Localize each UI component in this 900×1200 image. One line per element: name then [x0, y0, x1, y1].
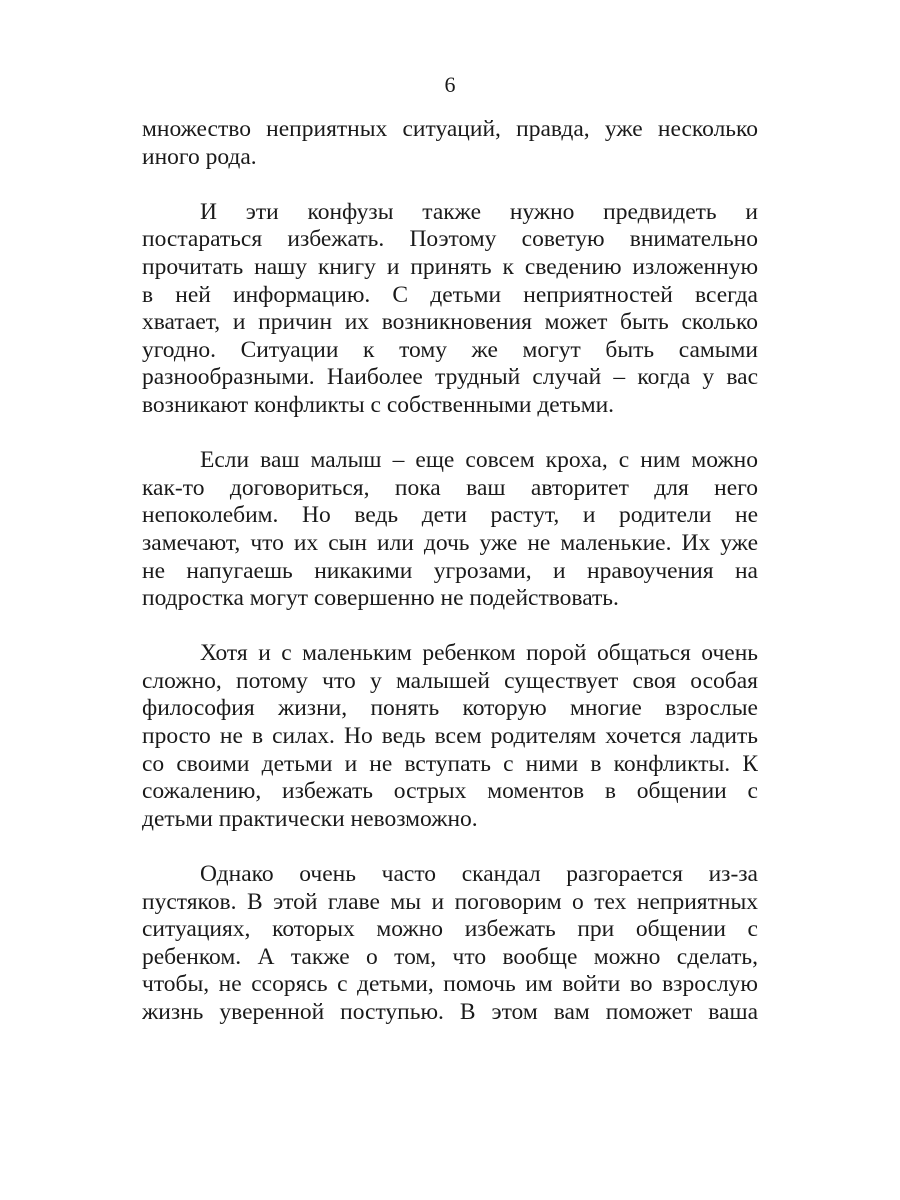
text-line: жизнь уверенной поступью. В этом вам поможет ваша	[142, 999, 758, 1025]
text-line: непоколебим. Но ведь дети растут, и родители не	[142, 502, 758, 529]
text-line: Если ваш малыш – еще совсем кроха, с ним можно	[200, 447, 758, 474]
text-line: в ней информацию. С детьми неприятностей всегда	[142, 281, 758, 308]
text-line: детьми практически невозможно.	[142, 805, 478, 832]
text-line: иного рода.	[142, 143, 257, 170]
text-line: множество неприятных ситуаций, правда, уже несколько	[142, 116, 758, 142]
text-line: сожалению, избежать острых моментов в общении с	[142, 778, 758, 805]
page-number: 6	[444, 72, 456, 97]
text-line: замечают, что их сын или дочь уже не маленькие. Их уже	[142, 529, 758, 556]
text-line: ребенком. А также о том, что вообще можно сделать,	[142, 943, 758, 970]
text-line: сложно, потому что у малышей существует своя особая	[142, 667, 758, 694]
text-line: угодно. Ситуации к тому же могут быть самыми	[142, 336, 758, 363]
text-line: постараться избежать. Поэтому советую внимательно	[142, 226, 758, 253]
text-line: прочитать нашу книгу и принять к сведению изложенную	[142, 253, 758, 280]
paragraph	[142, 861, 758, 1027]
text-line: ситуациях, которых можно избежать при общении с	[142, 916, 758, 943]
paragraph-gap	[142, 613, 758, 641]
text-line: хватает, и причин их возникновения может быть сколько	[142, 309, 758, 336]
paragraph-gap	[142, 420, 758, 448]
paragraph-gap	[142, 171, 758, 199]
text-line: пустяков. В этой главе мы и поговорим о тех неприятных	[142, 888, 758, 915]
text-line: возникают конфликты с собственными детьми.	[142, 391, 615, 418]
text-line: разнообразными. Наиболее трудный случай – когда у вас	[142, 364, 758, 391]
text-line: не напугаешь никакими угрозами, и нравоучения на	[142, 557, 758, 584]
paragraph-gap	[142, 833, 758, 861]
text-line: Хотя и с маленьким ребенком порой общаться очень	[200, 640, 758, 667]
text-line: философия жизни, понять которую многие взрослые	[142, 695, 758, 722]
text-line: подростка могут совершенно не подействовать.	[142, 585, 619, 612]
paragraph	[142, 199, 758, 420]
paragraph	[142, 640, 758, 833]
text-line: Однако очень часто скандал разгорается из-за	[200, 861, 758, 888]
text-line: со своими детьми и не вступать с ними в конфликты. К	[142, 750, 758, 777]
body-text	[142, 116, 758, 1027]
paragraph	[142, 116, 758, 171]
text-line: просто не в силах. Но ведь всем родителям хочется ладить	[142, 723, 758, 750]
text-line: И эти конфузы также нужно предвидеть и	[200, 198, 758, 225]
text-line: как-то договориться, пока ваш авторитет для него	[142, 474, 758, 501]
paragraph	[142, 447, 758, 613]
text-line: чтобы, не ссорясь с детьми, помочь им войти во взрослую	[142, 971, 758, 998]
